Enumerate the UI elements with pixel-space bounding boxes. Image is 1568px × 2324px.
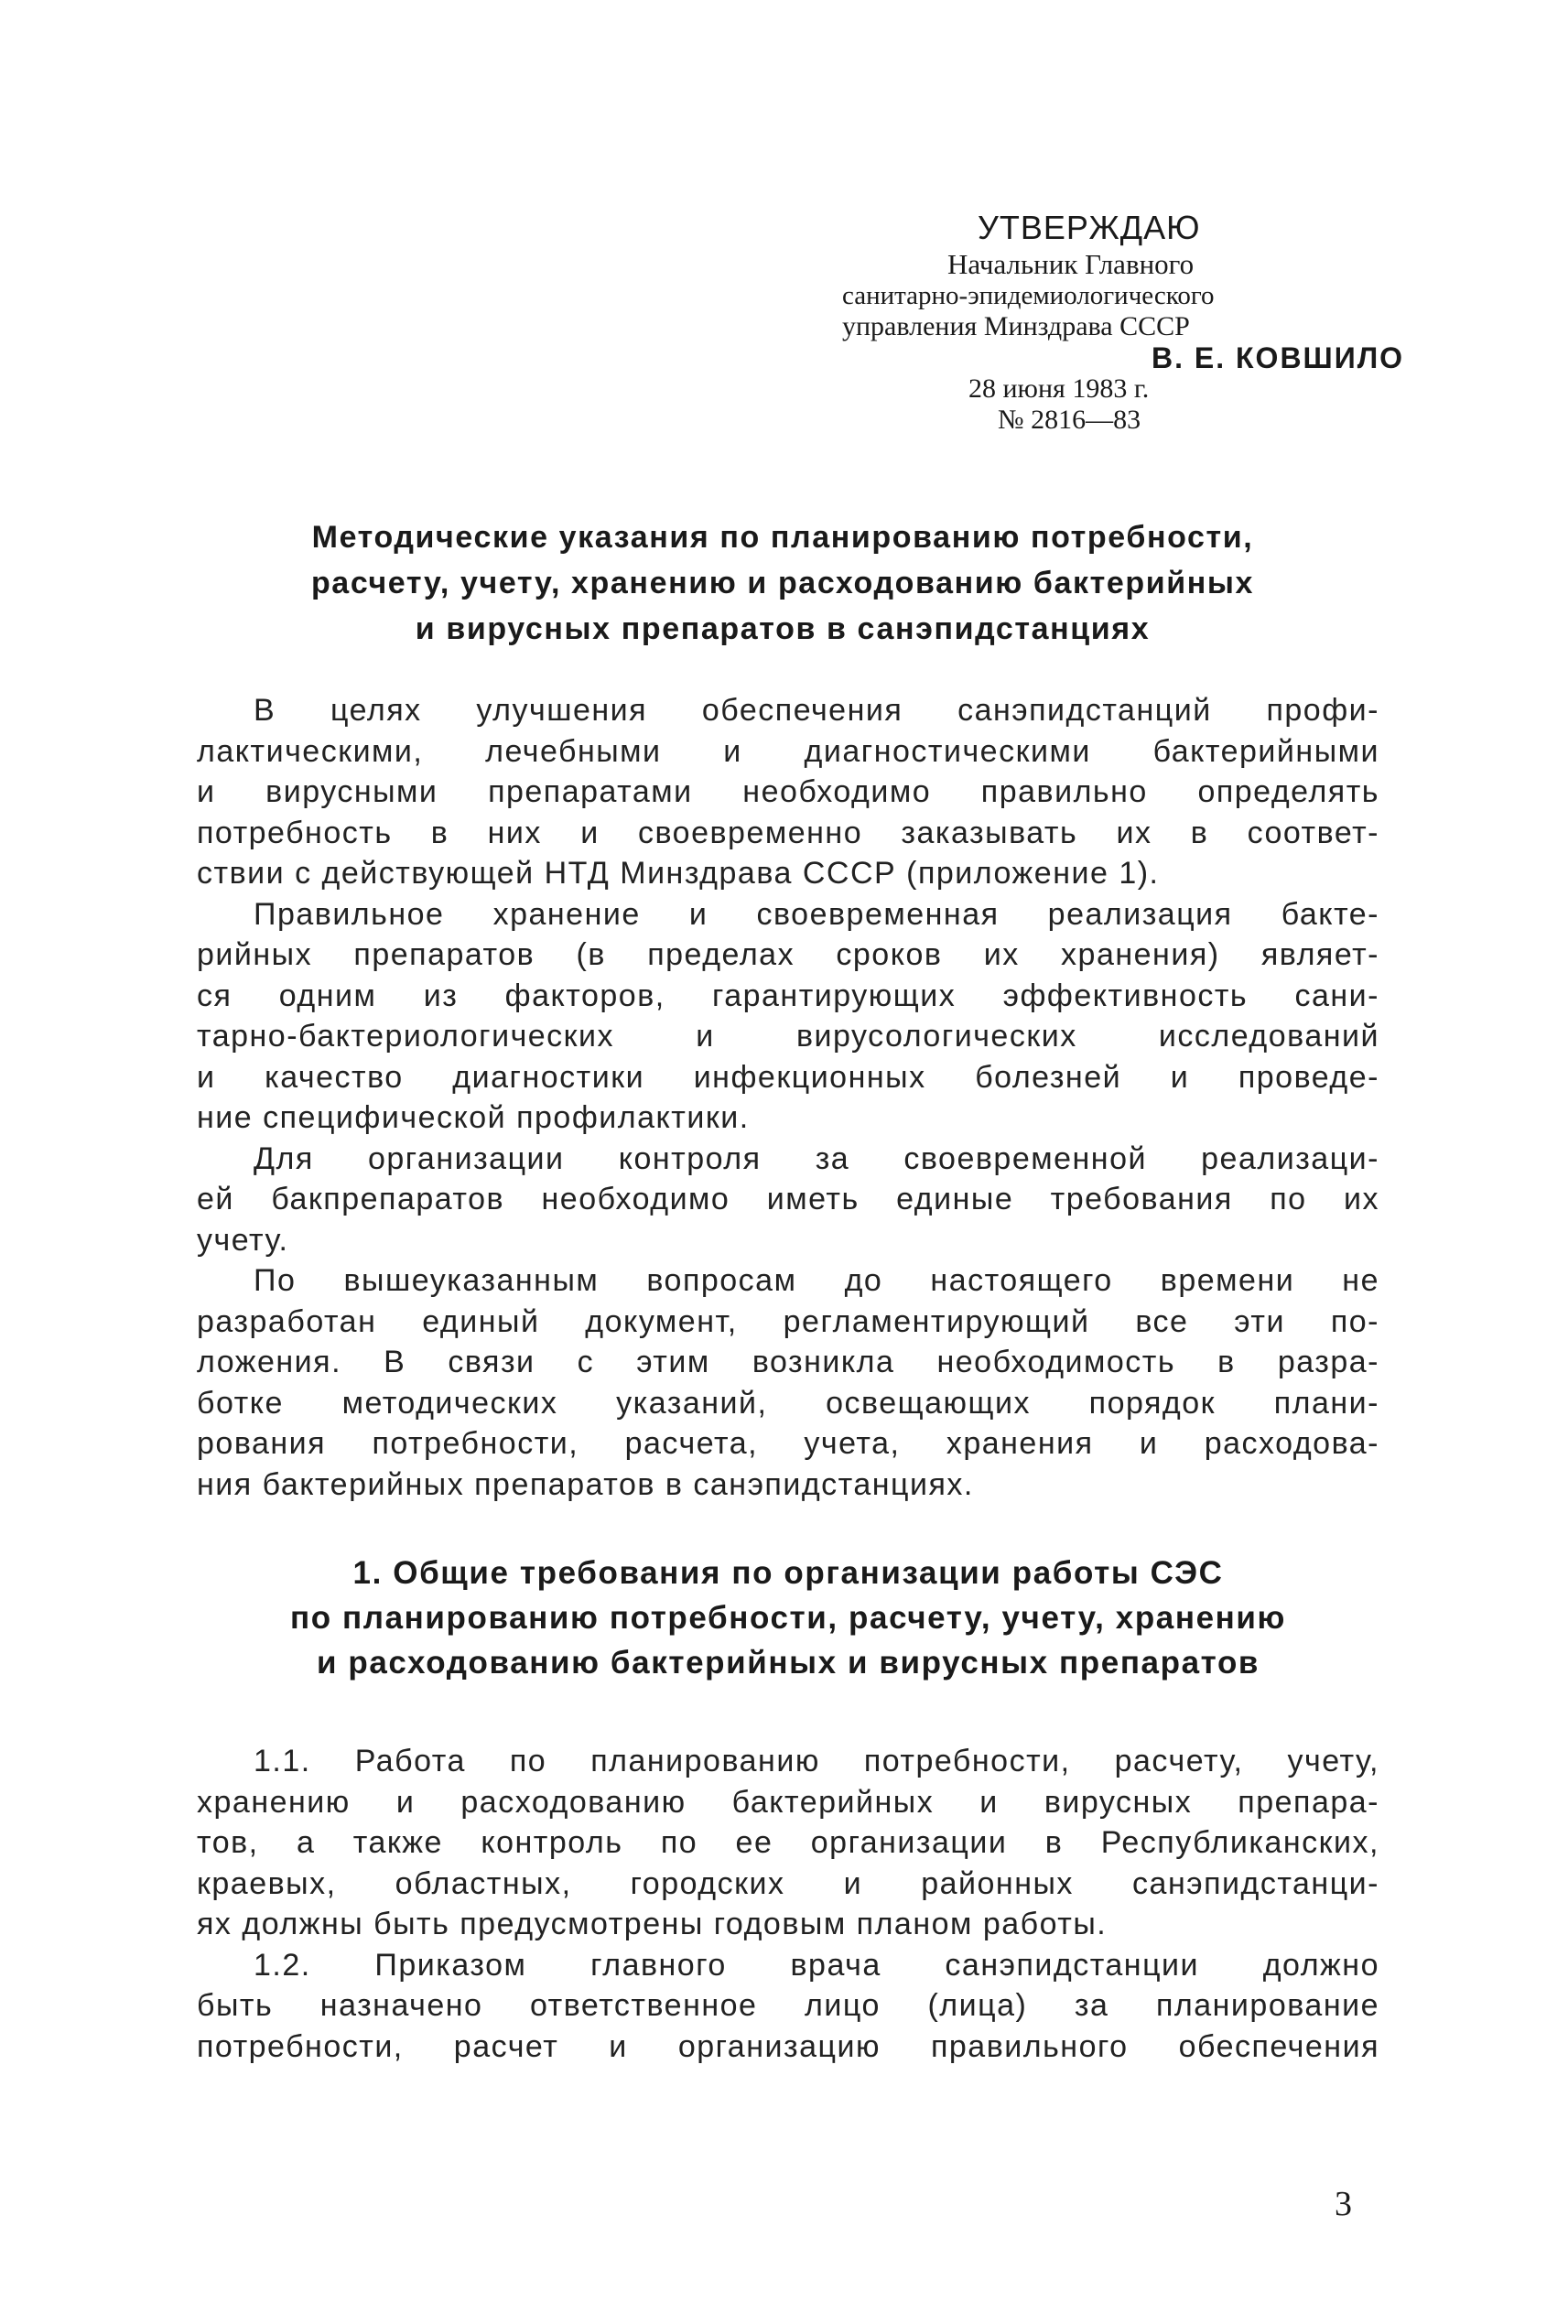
text-line: лактическими, лечебными и диагностическими бактерийными	[197, 733, 1379, 769]
text-line: В целях улучшения обеспечения санэпидстанций профи-	[254, 693, 1379, 728]
approval-position-line-1: Начальник Главного	[947, 248, 1195, 280]
text-line: и качество диагностики инфекционных болезней и проведе-	[197, 1059, 1379, 1095]
text-line: ложения. В связи с этим возникла необходимость в разра-	[197, 1345, 1379, 1379]
text-line: тарно-бактериологических и вирусологических исследований	[197, 1019, 1379, 1054]
title-line: и вирусных препаратов в санэпидстанциях	[415, 611, 1151, 646]
text-line: разработан единый документ, регламентирующий все эти по-	[197, 1303, 1379, 1339]
text-line: хранению и расходованию бактерийных и вирусных препара-	[197, 1784, 1379, 1820]
title-line: Методические указания по планированию потребности,	[311, 520, 1254, 555]
text-line: краевых, областных, городских и районных санэпидстанци-	[197, 1865, 1379, 1901]
approval-position-line-2: санитарно-эпидемиологического	[842, 281, 1215, 310]
approver-name: В. Е. КОВШИЛО	[1152, 341, 1405, 374]
text-line: и вирусными препаратами необходимо правильно определять	[197, 774, 1379, 809]
text-line: ей бакпрепаратов необходимо иметь единые требования по их	[197, 1182, 1379, 1216]
page-number: 3	[1335, 2185, 1352, 2223]
text-line: ния бактерийных препаратов в санэпидстанциях.	[197, 1466, 974, 1502]
text-line: По вышеуказанным вопросам до настоящего времени не	[254, 1263, 1379, 1298]
text-line: потребности, расчет и организацию правильного обеспечения	[197, 2028, 1379, 2064]
text-line: потребность в них и своевременно заказывать их в соответ-	[197, 815, 1379, 850]
document-title	[183, 514, 1382, 652]
approval-number: № 2816—83	[998, 405, 1141, 435]
section-1-heading	[197, 1551, 1379, 1685]
text-line: ствии с действующей НТД Минздрава СССР (приложение 1).	[197, 856, 1160, 891]
approval-date: 28 июня 1983 г.	[968, 373, 1150, 404]
text-line: 1.2. Приказом главного врача санэпидстанции должно	[254, 1947, 1379, 1983]
intro-text	[197, 690, 1379, 1505]
text-line: Для организации контроля за своевременной реализаци-	[254, 1140, 1379, 1176]
approval-heading: УТВЕРЖДАЮ	[978, 209, 1201, 246]
approval-position-line-3: управления Минздрава СССР	[842, 311, 1190, 341]
title-line: расчету, учету, хранению и расходованию бактерийных	[310, 566, 1255, 600]
text-line: тов, а также контроль по ее организации в Республиканских,	[197, 1825, 1379, 1860]
text-line: ние специфической профилактики.	[197, 1100, 750, 1135]
text-line: ях должны быть предусмотрены годовым планом работы.	[197, 1907, 1108, 1941]
section-heading-line: 1. Общие требования по организации работы СЭС	[352, 1555, 1224, 1591]
text-line: рования потребности, расчета, учета, хранения и расходова-	[197, 1426, 1379, 1461]
text-line: учету.	[197, 1222, 289, 1258]
text-line: 1.1. Работа по планированию потребности, расчету, учету,	[254, 1744, 1379, 1778]
section-heading-line: и расходованию бактерийных и вирусных препаратов	[316, 1645, 1260, 1681]
section-heading-line: по планированию потребности, расчету, учету, хранению	[289, 1600, 1287, 1636]
text-line: ботке методических указаний, освещающих порядок плани-	[197, 1385, 1379, 1421]
section-1-text	[197, 1741, 1379, 2067]
approval-block	[842, 207, 1410, 436]
text-line: ся одним из факторов, гарантирующих эффективность сани-	[197, 978, 1379, 1013]
text-line: рийных препаратов (в пределах сроков их хранения) являет-	[197, 937, 1379, 972]
text-line: быть назначено ответственное лицо (лица) за планирование	[197, 1988, 1379, 2023]
text-line: Правильное хранение и своевременная реализация бакте-	[254, 896, 1379, 932]
